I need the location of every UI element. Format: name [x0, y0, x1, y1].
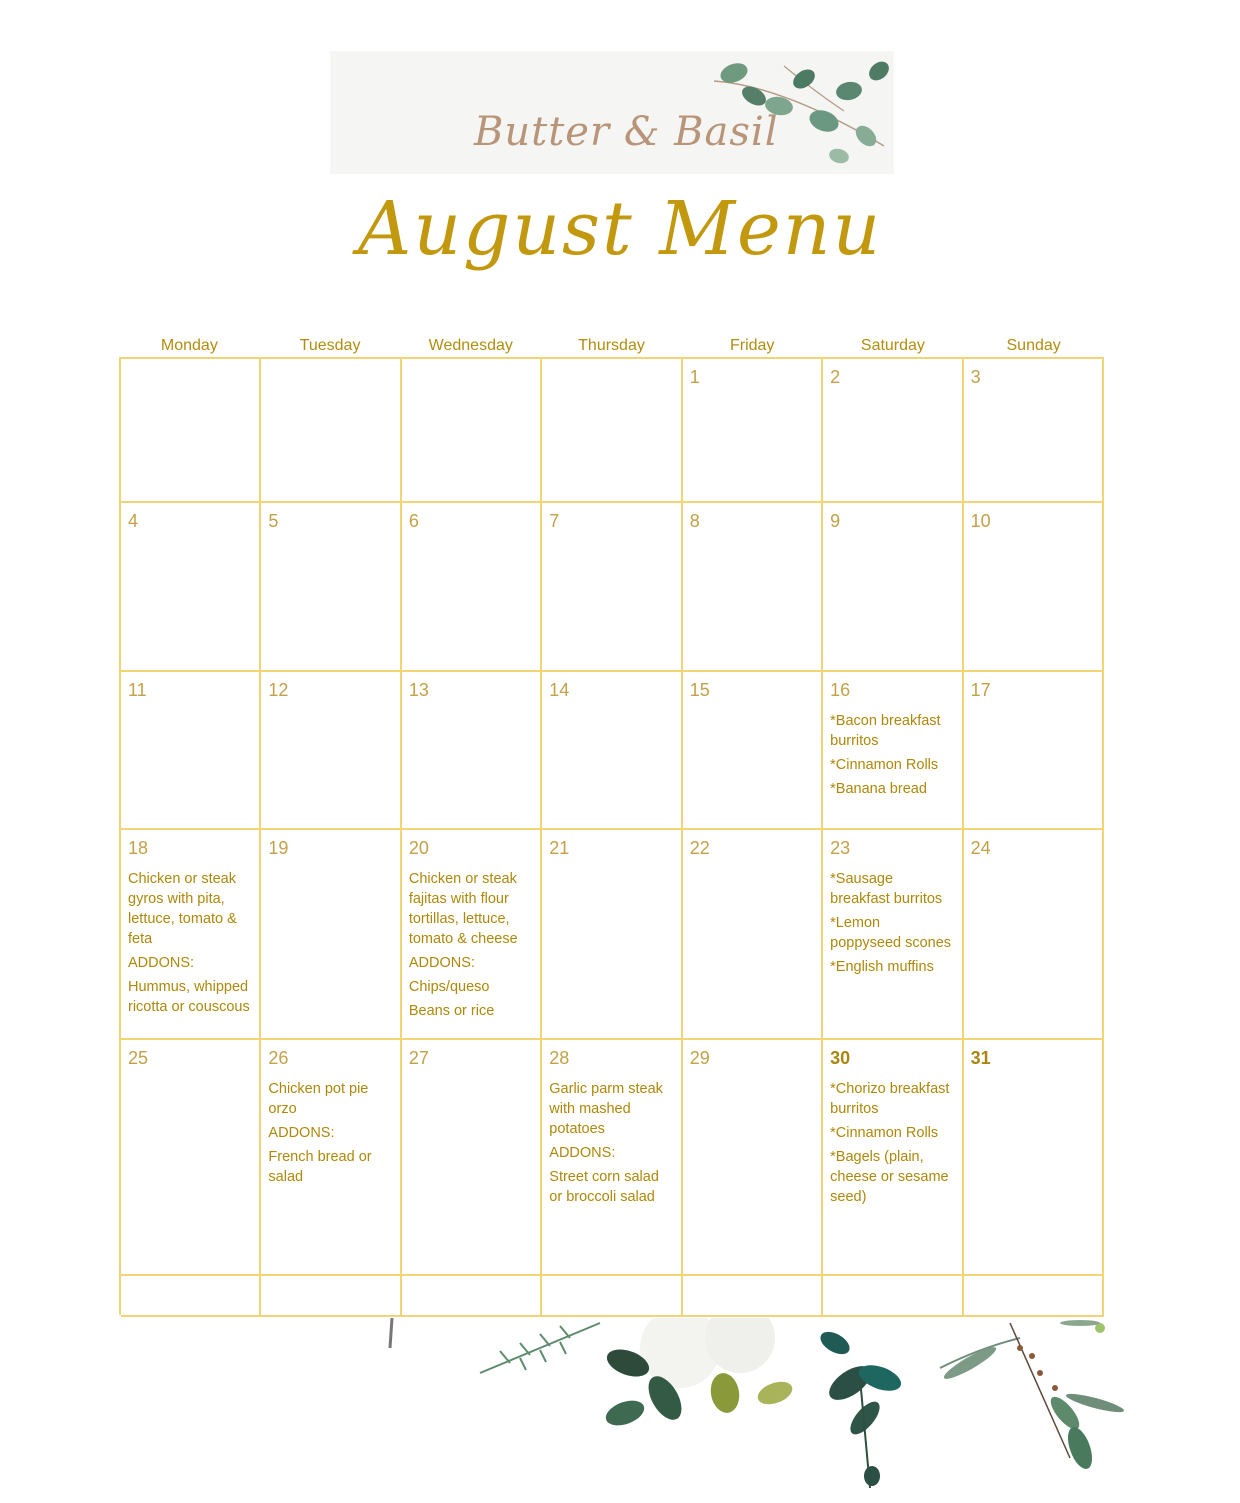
- day-number: [690, 1283, 814, 1305]
- day-number: 10: [970, 511, 991, 531]
- menu-item: Hummus, whipped ricotta or couscous: [128, 979, 250, 1015]
- weekday-label: Monday: [160, 337, 218, 354]
- menu-items: [830, 869, 954, 977]
- calendar-day-cell: [964, 359, 1104, 503]
- calendar-day-cell: [683, 359, 823, 503]
- calendar-day-cell: [542, 830, 682, 1040]
- day-number: 1: [689, 367, 700, 387]
- calendar-day-cell: [402, 359, 542, 503]
- menu-item: Chips/queso: [408, 979, 490, 995]
- calendar-day-cell: [121, 830, 261, 1040]
- day-number: 21: [549, 838, 570, 858]
- calendar-day-cell: [542, 503, 682, 672]
- day-number: 26: [268, 1048, 289, 1068]
- calendar-day-cell: [261, 672, 401, 830]
- calendar-day-cell: [542, 1040, 682, 1276]
- day-number: [268, 1283, 392, 1305]
- menu-item: *English muffins: [830, 959, 934, 975]
- menu-item: *Bacon breakfast burritos: [830, 713, 941, 749]
- weekday-label: Friday: [729, 337, 775, 354]
- calendar-day-cell: [402, 830, 542, 1040]
- brand-logo-text: Butter & Basil: [474, 109, 779, 155]
- menu-item: *Chorizo breakfast burritos: [830, 1081, 950, 1117]
- menu-item: Street corn salad or broccoli salad: [549, 1169, 659, 1205]
- calendar-day-cell: [121, 672, 261, 830]
- menu-item: ADDONS:: [128, 955, 195, 971]
- day-number: 4: [128, 511, 139, 531]
- day-number: 24: [970, 838, 991, 858]
- day-number: 15: [689, 680, 710, 700]
- menu-item: Chicken pot pie orzo: [268, 1081, 369, 1117]
- weekday-label: Wednesday: [428, 337, 513, 354]
- calendar-day-cell: [823, 672, 963, 830]
- calendar-day-cell: [964, 1040, 1104, 1276]
- day-number: 2: [830, 367, 841, 387]
- weekday-label: Tuesday: [299, 337, 361, 354]
- day-number: 30: [830, 1048, 851, 1068]
- menu-items: [830, 1079, 954, 1207]
- weekday-label: Saturday: [860, 337, 925, 354]
- calendar-day-cell: [683, 1040, 823, 1276]
- menu-item: *Banana bread: [830, 781, 927, 797]
- calendar-day-cell: [542, 672, 682, 830]
- calendar-day-cell: [964, 1276, 1104, 1317]
- calendar-day-cell: [121, 1276, 261, 1317]
- calendar-day-cell: [542, 1276, 682, 1317]
- menu-item: ADDONS:: [408, 955, 475, 971]
- weekday-label: Sunday: [1006, 337, 1061, 354]
- day-number: 22: [689, 838, 710, 858]
- calendar-day-cell: [964, 830, 1104, 1040]
- calendar-day-cell: [402, 672, 542, 830]
- calendar-day-cell: [121, 359, 261, 503]
- day-number: 12: [268, 680, 289, 700]
- calendar-day-cell: [683, 503, 823, 672]
- day-number: [128, 366, 252, 388]
- day-number: [549, 1283, 673, 1305]
- calendar-day-cell: [823, 1040, 963, 1276]
- calendar-day-cell: [121, 1040, 261, 1276]
- weekday-header: [119, 337, 1104, 357]
- calendar-day-cell: [261, 1040, 401, 1276]
- day-number: 18: [128, 838, 149, 858]
- day-number: 13: [408, 680, 429, 700]
- day-number: [409, 366, 533, 388]
- day-number: 8: [689, 511, 700, 531]
- day-number: 16: [830, 680, 851, 700]
- calendar-day-cell: [542, 359, 682, 503]
- day-number: 28: [549, 1048, 570, 1068]
- calendar-day-cell: [683, 830, 823, 1040]
- day-number: [830, 1283, 954, 1305]
- floral-decoration-icon: [380, 1318, 1140, 1498]
- calendar-day-cell: [683, 1276, 823, 1317]
- calendar-day-cell: [402, 503, 542, 672]
- menu-item: ADDONS:: [268, 1125, 335, 1141]
- day-number: 25: [128, 1048, 149, 1068]
- calendar-day-cell: [964, 672, 1104, 830]
- menu-item: *Cinnamon Rolls: [830, 1125, 939, 1141]
- menu-item: Chicken or steak fajitas with flour tortillas, lettuce, tomato & cheese: [408, 871, 518, 947]
- menu-item: Beans or rice: [408, 1003, 495, 1019]
- menu-item: *Cinnamon Rolls: [830, 757, 939, 773]
- day-number: [971, 1283, 1095, 1305]
- calendar-day-cell: [402, 1040, 542, 1276]
- day-number: [409, 1283, 533, 1305]
- day-number: [549, 366, 673, 388]
- day-number: 7: [549, 511, 560, 531]
- day-number: 5: [268, 511, 279, 531]
- calendar-day-cell: [261, 359, 401, 503]
- calendar-day-cell: [121, 503, 261, 672]
- menu-items: [549, 1079, 673, 1207]
- calendar-day-cell: [402, 1276, 542, 1317]
- menu-item: Chicken or steak gyros with pita, lettuce, tomato & feta: [128, 871, 237, 947]
- day-number: 14: [549, 680, 570, 700]
- day-number: 23: [830, 838, 851, 858]
- day-number: 17: [970, 680, 991, 700]
- menu-item: *Lemon poppyseed scones: [830, 915, 952, 951]
- day-number: 20: [408, 838, 429, 858]
- calendar-grid: [119, 357, 1104, 1315]
- day-number: 27: [408, 1048, 429, 1068]
- day-number: [128, 1283, 252, 1305]
- calendar-day-cell: [964, 503, 1104, 672]
- day-number: 31: [970, 1048, 991, 1068]
- menu-items: [128, 869, 252, 1017]
- menu-items: [830, 711, 954, 799]
- day-number: 29: [689, 1048, 710, 1068]
- menu-items: [409, 869, 533, 1021]
- calendar-day-cell: [823, 359, 963, 503]
- menu-items: [268, 1079, 392, 1187]
- menu-item: *Bagels (plain, cheese or sesame seed): [830, 1149, 949, 1205]
- menu-item: *Sausage breakfast burritos: [830, 871, 943, 907]
- calendar-day-cell: [261, 830, 401, 1040]
- calendar-day-cell: [823, 830, 963, 1040]
- menu-item: French bread or salad: [268, 1149, 372, 1185]
- calendar-day-cell: [683, 672, 823, 830]
- weekday-label: Thursday: [578, 337, 645, 354]
- menu-item: Garlic parm steak with mashed potatoes: [549, 1081, 663, 1137]
- day-number: 19: [268, 838, 289, 858]
- calendar-day-cell: [823, 503, 963, 672]
- calendar-day-cell: [261, 503, 401, 672]
- day-number: [268, 366, 392, 388]
- calendar-day-cell: [261, 1276, 401, 1317]
- day-number: 9: [830, 511, 841, 531]
- day-number: 6: [408, 511, 419, 531]
- menu-item: ADDONS:: [549, 1145, 616, 1161]
- calendar-day-cell: [823, 1276, 963, 1317]
- day-number: 11: [128, 680, 147, 700]
- day-number: 3: [970, 367, 981, 387]
- brand-banner: [330, 51, 894, 174]
- page-title: August Menu: [357, 186, 883, 272]
